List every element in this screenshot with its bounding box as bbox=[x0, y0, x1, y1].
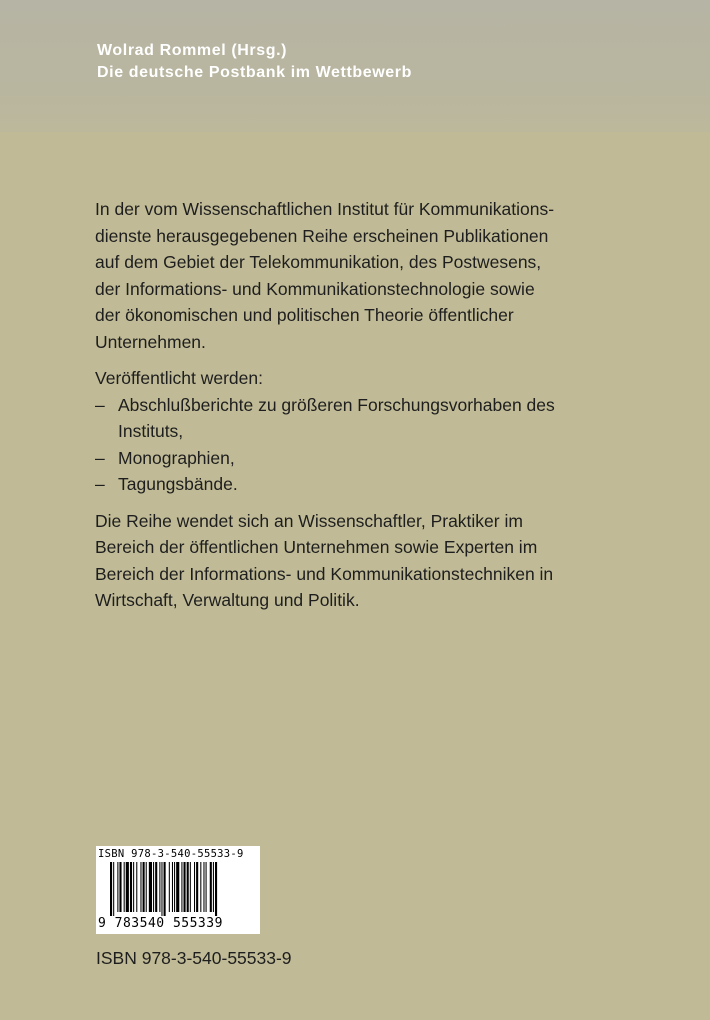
barcode-bar bbox=[146, 862, 147, 912]
barcode-bar bbox=[161, 862, 162, 916]
barcode-bar bbox=[124, 862, 125, 912]
barcode-bar bbox=[143, 862, 145, 912]
barcode-bar bbox=[213, 862, 214, 912]
barcode-bar bbox=[140, 862, 141, 912]
barcode-bar bbox=[210, 862, 212, 912]
barcode-bar bbox=[176, 862, 179, 912]
text-line: der Informations- und Kommunikationstechnologie sowie bbox=[95, 278, 535, 299]
barcode-bar bbox=[187, 862, 189, 912]
intro-paragraph bbox=[95, 196, 655, 355]
text-line: Bereich der Informations- und Kommunikationstechniken in bbox=[95, 563, 554, 584]
text-line: dienste herausgegebenen Reihe erscheinen Publikationen bbox=[95, 225, 549, 246]
list-item-text: Monographien, bbox=[118, 447, 235, 468]
list-item-text: Tagungsbände. bbox=[118, 474, 238, 494]
barcode-bar bbox=[113, 862, 114, 916]
text-line: Bereich der öffentlichen Unternehmen sowie Experten im bbox=[95, 537, 538, 557]
barcode-bar bbox=[181, 862, 182, 912]
list-item bbox=[95, 445, 655, 472]
text-line: Die Reihe wendet sich an Wissenschaftler, Praktiker im bbox=[95, 510, 523, 531]
barcode-digits: 9 783540 555339 bbox=[98, 916, 223, 931]
isbn-barcode bbox=[96, 846, 260, 934]
barcode-bar bbox=[190, 862, 191, 912]
book-author: Wolrad Rommel (Hrsg.) bbox=[97, 42, 288, 59]
list-item-text: Instituts, bbox=[118, 421, 184, 441]
barcode-bar bbox=[133, 862, 134, 912]
barcode-bar bbox=[169, 862, 170, 912]
dash-bullet: – bbox=[95, 447, 105, 468]
book-title: Die deutsche Postbank im Wettbewerb bbox=[97, 64, 412, 81]
text-line: Unternehmen. bbox=[95, 331, 206, 352]
barcode-bar bbox=[194, 862, 195, 912]
barcode-bars-icon bbox=[110, 862, 250, 916]
barcode-bar bbox=[164, 862, 166, 916]
barcode-bar bbox=[206, 862, 207, 912]
text-line: der ökonomischen und politischen Theorie öffentlicher bbox=[95, 305, 514, 325]
barcode-bar bbox=[172, 862, 173, 912]
text-line: auf dem Gebiet der Telekommunikation, des Postwesens, bbox=[95, 252, 542, 272]
barcode-bar bbox=[174, 862, 175, 912]
isbn-text: ISBN 978-3-540-55533-9 bbox=[96, 948, 292, 968]
barcode-bar bbox=[153, 862, 154, 912]
barcode-bar bbox=[126, 862, 129, 912]
barcode-bar bbox=[110, 862, 112, 916]
barcode-bar bbox=[130, 862, 132, 912]
list-item bbox=[95, 471, 655, 498]
list-item-text: Abschlußberichte zu größeren Forschungsvorhaben des bbox=[118, 394, 555, 415]
back-cover-text bbox=[95, 196, 655, 614]
dash-bullet: – bbox=[95, 394, 105, 415]
barcode-bar bbox=[155, 862, 157, 912]
barcode-bar bbox=[200, 862, 201, 912]
list-item bbox=[95, 392, 655, 445]
header-band bbox=[0, 0, 710, 132]
list-intro: Veröffentlicht werden: bbox=[95, 368, 263, 388]
barcode-bar bbox=[203, 862, 204, 912]
barcode-bar bbox=[119, 862, 121, 912]
barcode-bar bbox=[215, 862, 217, 916]
publication-types-list bbox=[95, 392, 655, 498]
audience-paragraph bbox=[95, 508, 655, 614]
text-line: Wirtschaft, Verwaltung und Politik. bbox=[95, 590, 360, 610]
barcode-bar bbox=[117, 862, 118, 912]
barcode-bar bbox=[136, 862, 137, 912]
dash-bullet: – bbox=[95, 474, 105, 494]
barcode-bar bbox=[196, 862, 198, 912]
barcode-bar bbox=[184, 862, 186, 912]
barcode-isbn-label: ISBN 978-3-540-55533-9 bbox=[98, 848, 244, 860]
barcode-bar bbox=[149, 862, 152, 912]
text-line: In der vom Wissenschaftlichen Institut für Kommunikations- bbox=[95, 199, 555, 219]
barcode-bar bbox=[159, 862, 160, 912]
